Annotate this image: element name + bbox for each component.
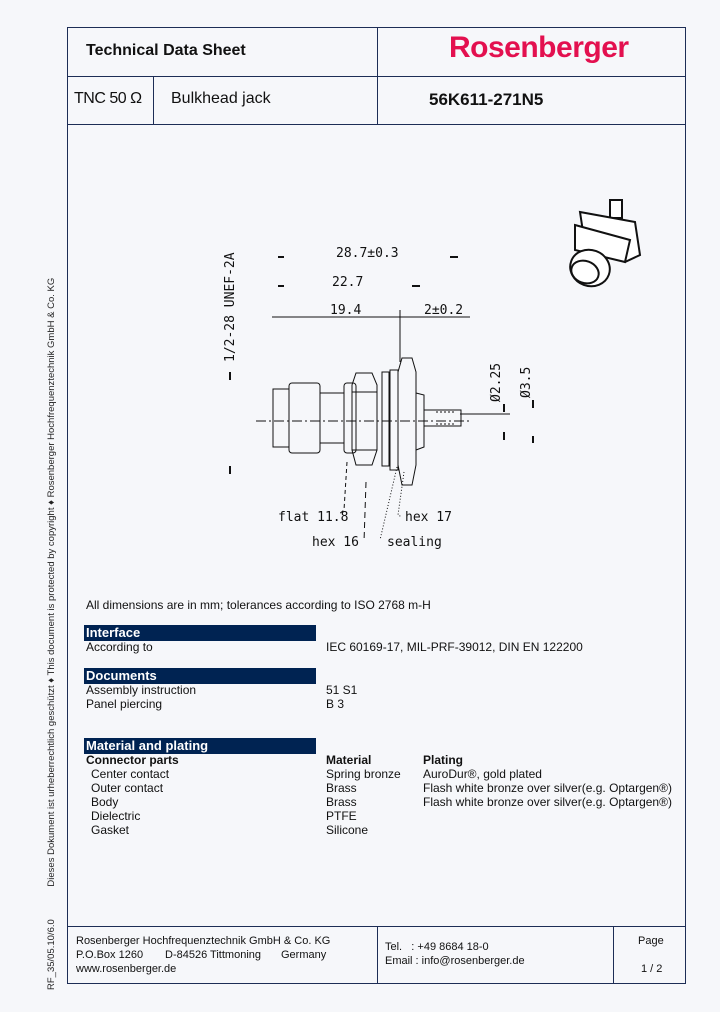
part-name: Center contact xyxy=(91,767,170,781)
doc-value: 51 S1 xyxy=(326,683,358,697)
flat-label: flat 11.8 xyxy=(278,510,349,525)
part-material: Silicone xyxy=(326,823,369,837)
revision-code: RF_35/05.10/6.0 xyxy=(46,919,57,990)
series-label: TNC 50 Ω xyxy=(74,90,142,107)
doc-label: Assembly instruction xyxy=(86,683,197,697)
connector-3d-icon xyxy=(565,200,640,292)
footer-country: Germany xyxy=(281,949,327,961)
dia-225-label: Ø2.25 xyxy=(489,362,504,402)
footer-email-link[interactable]: Email : info@rosenberger.de xyxy=(385,955,525,967)
part-plating: Flash white bronze over silver(e.g. Optargen®) xyxy=(423,795,672,809)
dim-19-label: 19.4 xyxy=(330,303,362,318)
footer-tel: Tel. : +49 8684 18-0 xyxy=(385,941,489,953)
part-material: PTFE xyxy=(326,809,357,823)
divider xyxy=(613,926,614,984)
doc-value: B 3 xyxy=(326,697,345,711)
footer-company: Rosenberger Hochfrequenztechnik GmbH & Co. KG xyxy=(76,935,331,947)
page-number: 1 / 2 xyxy=(641,963,663,975)
col-material: Material xyxy=(326,753,372,767)
copyright-notice: Dieses Dokument ist urheberrechtlich geschützt ♦ This document is protected by copyright ♦ Rosenberger Hochfrequenztechnik GmbH & Co. KG xyxy=(46,277,57,887)
footer-web-link[interactable]: www.rosenberger.de xyxy=(76,963,177,975)
doc-title: Technical Data Sheet xyxy=(86,42,246,59)
footer-pobox: P.O.Box 1260 xyxy=(76,949,144,961)
hex16-label: hex 16 xyxy=(312,535,359,550)
dim-22-label: 22.7 xyxy=(332,275,364,290)
dim-2-label: 2±0.2 xyxy=(424,303,464,318)
side-margin-text xyxy=(46,278,57,990)
part-name: Body xyxy=(91,795,119,809)
part-material: Brass xyxy=(326,795,357,809)
hex17-label: hex 17 xyxy=(405,510,452,525)
dim-overall-label: 28.7±0.3 xyxy=(336,246,399,261)
dia-35-label: Ø3.5 xyxy=(519,366,534,398)
brand-logo: Rosenberger xyxy=(449,31,629,64)
section-interface: Interface xyxy=(84,625,316,641)
divider xyxy=(377,926,378,984)
footer-city: D-84526 Tittmoning xyxy=(165,949,261,961)
page-label: Page xyxy=(638,935,664,947)
thread-label: 1/2-28 UNEF-2A xyxy=(223,252,238,362)
doc-label: Panel piercing xyxy=(86,697,163,711)
col-plating: Plating xyxy=(423,753,464,767)
part-plating: AuroDur®, gold plated xyxy=(423,767,542,781)
part-plating: Flash white bronze over silver(e.g. Optargen®) xyxy=(423,781,672,795)
part-name: Gasket xyxy=(91,823,130,837)
part-material: Brass xyxy=(326,781,357,795)
product-type: Bulkhead jack xyxy=(171,90,271,107)
dimensions-note: All dimensions are in mm; tolerances according to ISO 2768 m-H xyxy=(86,598,431,612)
interface-label: According to xyxy=(86,640,153,654)
part-number: 56K611-271N5 xyxy=(429,90,544,109)
part-name: Outer contact xyxy=(91,781,164,795)
section-documents: Documents xyxy=(84,668,316,684)
col-parts: Connector parts xyxy=(86,753,179,767)
interface-value: IEC 60169-17, MIL-PRF-39012, DIN EN 122200 xyxy=(326,640,583,654)
part-material: Spring bronze xyxy=(326,767,401,781)
section-material: Material and plating xyxy=(84,738,316,754)
part-name: Dielectric xyxy=(91,809,141,823)
sealing-label: sealing xyxy=(387,535,442,550)
